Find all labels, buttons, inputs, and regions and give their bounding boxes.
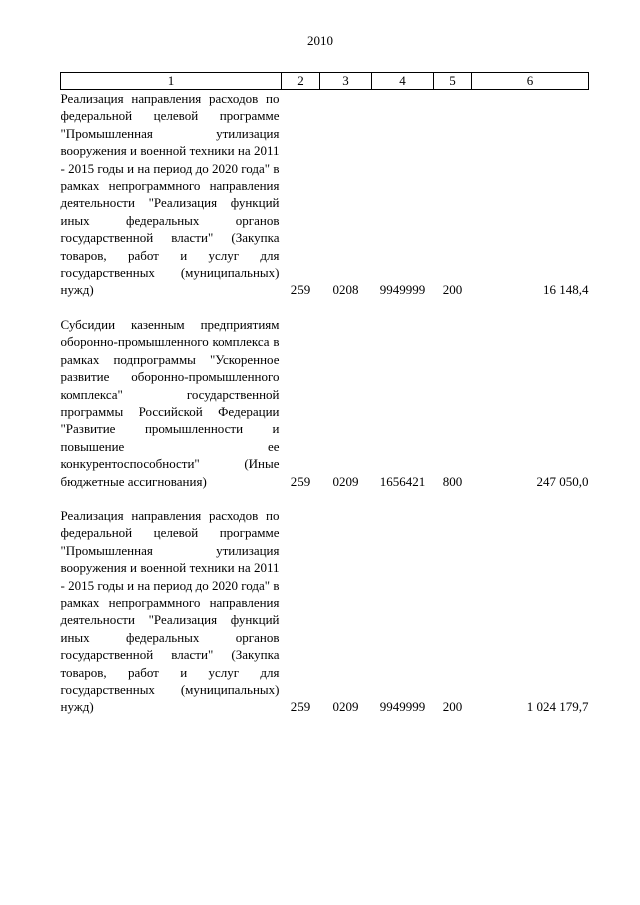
table-row xyxy=(61,316,589,490)
row-target: 1656421 xyxy=(379,473,426,489)
row-section: 0209 xyxy=(332,699,359,715)
row-amount: 16 148,4 xyxy=(543,282,589,298)
header-col-6: 6 xyxy=(472,73,589,90)
table-row xyxy=(61,507,589,716)
table-row xyxy=(61,90,589,299)
row-description: Субсидии казенным предприятиям оборонно-промышленного комплекса в рамках подпрограммы "Ускоренное развитие оборонно-промышленного комплекса" государственной программы Российской Федерации "Развитие промышленности и повышение ее конкурентоспособности" (Иные бюджетные ассигнования) xyxy=(60,316,280,489)
row-description: Реализация направления расходов по федеральной целевой программе "Промышленная утилизация вооружения и военной техники на 2011 - 2015 годы и на период до 2020 года" в рамках непрограммного направления деятельности "Реализация функций иных федеральных органов государственной власти" (Закупка товаров, работ и услуг для государственных (муниципальных) нужд) xyxy=(60,91,280,298)
row-expense-type: 200 xyxy=(442,699,463,715)
header-row xyxy=(61,73,589,90)
row-spacer xyxy=(61,490,589,507)
row-spacer xyxy=(61,299,589,316)
row-amount: 1 024 179,7 xyxy=(526,699,589,715)
row-ministry: 259 xyxy=(290,699,311,715)
row-ministry: 259 xyxy=(290,473,311,489)
row-expense-type: 200 xyxy=(442,282,463,298)
row-description: Реализация направления расходов по федеральной целевой программе "Промышленная утилизация вооружения и военной техники на 2011 - 2015 годы и на период до 2020 года" в рамках непрограммного направления деятельности "Реализация функций иных федеральных органов государственной власти" (Закупка товаров, работ и услуг для государственных (муниципальных) нужд) xyxy=(60,507,280,715)
row-target: 9949999 xyxy=(379,282,426,298)
header-col-1: 1 xyxy=(61,73,282,90)
table-body xyxy=(61,90,589,716)
row-section: 0209 xyxy=(332,473,359,489)
row-amount: 247 050,0 xyxy=(536,473,589,489)
header-col-5: 5 xyxy=(434,73,472,90)
header-col-2: 2 xyxy=(282,73,320,90)
header-col-4: 4 xyxy=(372,73,434,90)
row-ministry: 259 xyxy=(290,282,311,298)
row-section: 0208 xyxy=(332,282,359,298)
row-target: 9949999 xyxy=(379,699,426,715)
page-number: 2010 xyxy=(307,33,333,48)
table-header xyxy=(61,73,589,90)
budget-table xyxy=(60,72,589,716)
header-col-3: 3 xyxy=(320,73,372,90)
row-expense-type: 800 xyxy=(442,473,463,489)
